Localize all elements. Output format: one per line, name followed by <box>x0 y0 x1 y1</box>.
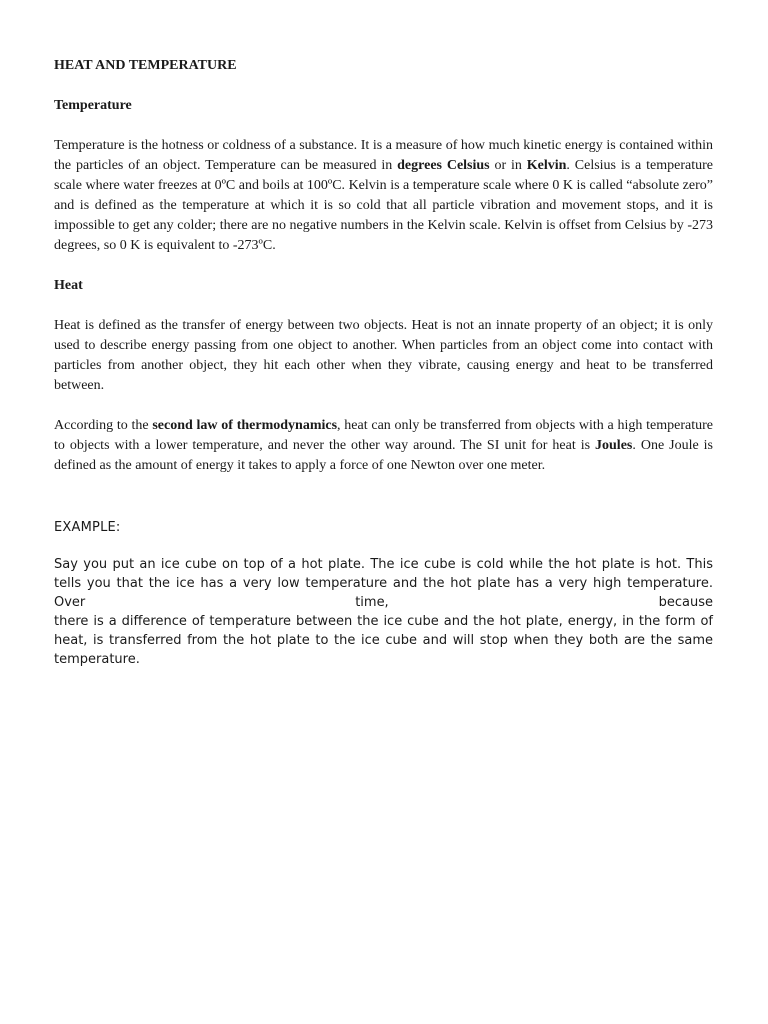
text-run: or in <box>489 158 527 173</box>
text-run: . Celsius is a temperature scale where water freezes at 0ºC and boils at 100ºC. Kelvin is a temperature scale where 0 K is called “absolute zero” and is defined as the temperature at which it is so cold that all particle vibration and movement stops, and it is impossible to get any colder; there are no negative numbers in the Kelvin scale. Kelvin is offset from Celsius by -273 degrees, so 0 K is equivalent to -273ºC. <box>54 158 713 253</box>
example-paragraph <box>54 555 713 669</box>
text-run: According to the <box>54 418 153 433</box>
document-title: HEAT AND TEMPERATURE <box>54 58 237 73</box>
paragraph-temperature <box>54 136 713 256</box>
text-run: . One Joule is defined as the amount of energy it takes to apply a force of one Newton over one meter. <box>54 438 713 473</box>
paragraph-heat-definition <box>54 316 713 396</box>
bold-term-joules: Joules <box>595 438 633 453</box>
bold-term-degrees-celsius: degrees Celsius <box>397 158 490 173</box>
paragraph-second-law <box>54 416 713 476</box>
example-text-part-2: there is a difference of temperature between the ice cube and the hot plate, energy, in the form of heat, is transferred from the hot plate to the ice cube and will stop when they both are the same temperature. <box>54 614 713 667</box>
section-heading-heat: Heat <box>54 278 83 293</box>
example-label: EXAMPLE: <box>54 520 121 535</box>
vertical-spacer <box>54 496 713 518</box>
bold-term-kelvin: Kelvin <box>526 158 567 173</box>
section-heading-temperature: Temperature <box>54 98 132 113</box>
bold-term-second-law: second law of thermodynamics <box>152 418 338 433</box>
text-run: Heat is defined as the transfer of energy between two objects. Heat is not an innate property of an object; it is only used to describe energy passing from one object to another. When particles from an object come into contact with particles from another object, they hit each other when they vibrate, causing energy and heat to be transferred between. <box>54 318 713 393</box>
document-body <box>54 56 713 669</box>
text-run: , heat can only be transferred from objects with a high temperature to objects with a lower temperature, and never the other way around. The SI unit for heat is <box>54 418 714 453</box>
example-text-part-1: Say you put an ice cube on top of a hot plate. The ice cube is cold while the hot plate is hot. This tells you that the ice has a very low temperature and the hot plate has a very high temperature. Over time, because <box>54 557 713 610</box>
text-run: Temperature is the hotness or coldness of a substance. It is a measure of how much kinetic energy is contained within the particles of an object. Temperature can be measured in <box>54 138 713 173</box>
